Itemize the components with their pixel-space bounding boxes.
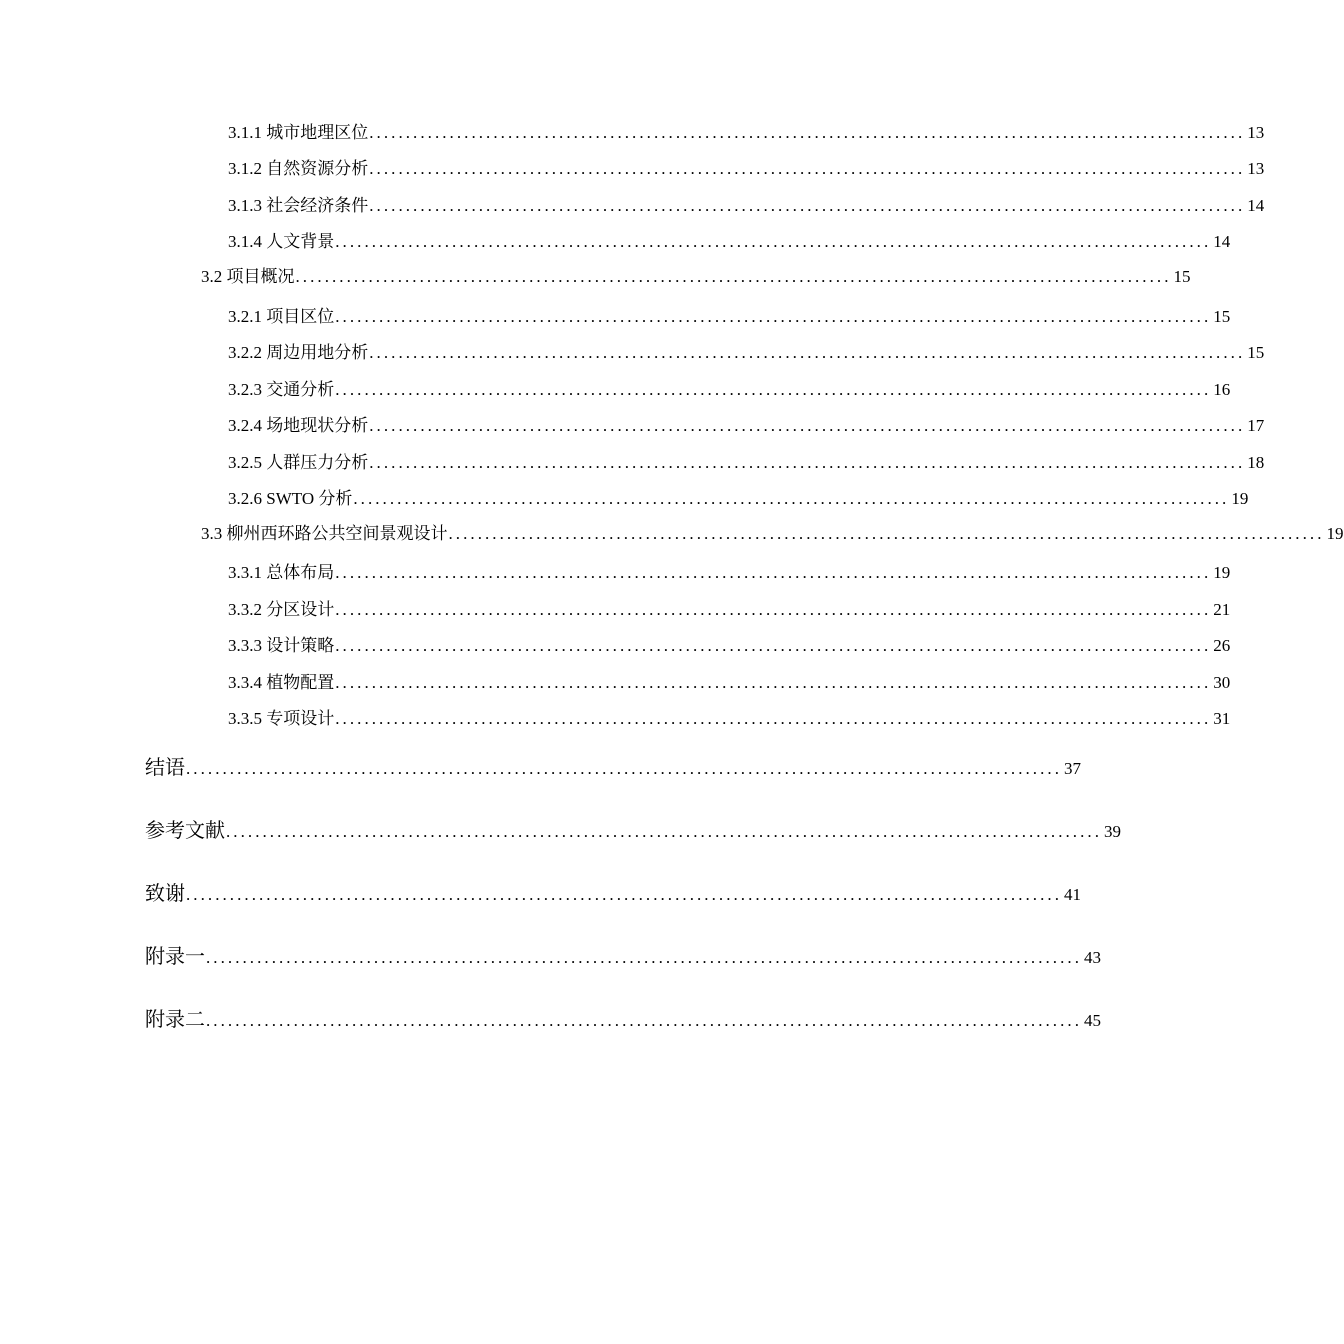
toc-entry-title: 3.3.3 设计策略 (228, 636, 335, 655)
toc-entry-title: 3.2.6 SWTO 分析 (228, 489, 353, 508)
toc-page-number: 45 (1084, 1011, 1101, 1030)
toc-leader-dots: ........................................................................................................................ (369, 416, 1246, 435)
toc-leader-dots: ........................................................................................................................ (206, 948, 1082, 967)
toc-page-number: 17 (1247, 416, 1265, 435)
toc-entry-3-3-5[interactable] (228, 704, 1231, 729)
toc-page-number: 21 (1213, 600, 1231, 619)
toc-leader-dots: ........................................................................................................................ (335, 709, 1212, 728)
toc-entry-title: 致谢 (145, 881, 185, 905)
toc-page-number: 15 (1213, 307, 1231, 326)
toc-page-number: 13 (1247, 159, 1265, 178)
toc-page-number: 14 (1213, 232, 1231, 251)
toc-entry-3-1-1[interactable] (228, 118, 1265, 143)
toc-page-number: 16 (1213, 380, 1231, 399)
toc-page-number: 19 (1231, 489, 1249, 508)
toc-entry-3-3-1[interactable] (228, 558, 1231, 583)
toc-entry-conclusion[interactable] (145, 751, 1081, 780)
toc-entry-title: 3.3.1 总体布局 (228, 563, 335, 582)
toc-entry-3-1-3[interactable] (228, 191, 1265, 216)
toc-page-number: 31 (1213, 709, 1231, 728)
toc-entry-title: 3.1.3 社会经济条件 (228, 196, 369, 215)
toc-page-number: 18 (1247, 453, 1265, 472)
toc-entry-3-2[interactable] (201, 262, 1191, 287)
toc-leader-dots: ........................................................................................................................ (369, 196, 1246, 215)
toc-leader-dots: ........................................................................................................................ (186, 759, 1062, 778)
toc-page-number: 19 (1213, 563, 1231, 582)
toc-entry-3-2-3[interactable] (228, 375, 1231, 400)
toc-entry-3-2-1[interactable] (228, 302, 1231, 327)
toc-entry-3-3-4[interactable] (228, 668, 1231, 693)
toc-entry-title: 3.2.3 交通分析 (228, 380, 335, 399)
toc-leader-dots: ........................................................................................................................ (369, 343, 1246, 362)
toc-leader-dots: ........................................................................................................................ (335, 600, 1212, 619)
toc-entry-title: 附录一 (145, 944, 205, 968)
toc-page-number: 37 (1064, 759, 1081, 778)
toc-page-number: 41 (1064, 885, 1081, 904)
toc-entry-3-3[interactable] (201, 519, 1344, 544)
toc-entry-3-3-3[interactable] (228, 631, 1231, 656)
toc-page-number: 39 (1104, 822, 1121, 841)
toc-entry-3-2-4[interactable] (228, 411, 1265, 436)
toc-leader-dots: ........................................................................................................................ (335, 307, 1212, 326)
toc-leader-dots: ........................................................................................................................ (335, 636, 1212, 655)
toc-leader-dots: ........................................................................................................................ (369, 453, 1246, 472)
toc-page-number: 13 (1247, 123, 1265, 142)
toc-leader-dots: ........................................................................................................................ (186, 885, 1062, 904)
toc-entry-title: 结语 (145, 755, 185, 779)
toc-page-number: 15 (1247, 343, 1265, 362)
toc-leader-dots: ........................................................................................................................ (448, 524, 1325, 543)
toc-entry-3-3-2[interactable] (228, 595, 1231, 620)
toc-leader-dots: ........................................................................................................................ (295, 267, 1172, 286)
toc-entry-3-1-4[interactable] (228, 227, 1231, 252)
toc-entry-title: 3.3.5 专项设计 (228, 709, 335, 728)
toc-entry-title: 3.2.5 人群压力分析 (228, 453, 369, 472)
toc-leader-dots: ........................................................................................................................ (335, 563, 1212, 582)
toc-leader-dots: ........................................................................................................................ (353, 489, 1230, 508)
toc-page-number: 26 (1213, 636, 1231, 655)
toc-entry-appendix-1[interactable] (145, 940, 1101, 969)
toc-entry-references[interactable] (145, 814, 1121, 843)
toc-entry-3-2-5[interactable] (228, 448, 1265, 473)
toc-entry-title: 3.1.1 城市地理区位 (228, 123, 369, 142)
toc-page-number: 30 (1213, 673, 1231, 692)
toc-page-number: 14 (1247, 196, 1265, 215)
toc-leader-dots: ........................................................................................................................ (206, 1011, 1082, 1030)
toc-entry-title: 3.2.2 周边用地分析 (228, 343, 369, 362)
toc-entry-title: 3.3.2 分区设计 (228, 600, 335, 619)
toc-entry-title: 3.3 柳州西环路公共空间景观设计 (201, 524, 448, 543)
toc-leader-dots: ........................................................................................................................ (335, 380, 1212, 399)
toc-leader-dots: ........................................................................................................................ (369, 123, 1246, 142)
toc-entry-appendix-2[interactable] (145, 1003, 1101, 1032)
toc-leader-dots: ........................................................................................................................ (335, 673, 1212, 692)
toc-entry-title: 3.2.4 场地现状分析 (228, 416, 369, 435)
toc-entry-title: 3.2.1 项目区位 (228, 307, 335, 326)
toc-entry-title: 3.3.4 植物配置 (228, 673, 335, 692)
toc-entry-3-1-2[interactable] (228, 154, 1265, 179)
toc-entry-title: 3.2 项目概况 (201, 267, 295, 286)
toc-entry-3-2-2[interactable] (228, 338, 1265, 363)
toc-entry-title: 3.1.2 自然资源分析 (228, 159, 369, 178)
toc-page-number: 19 (1326, 524, 1344, 543)
toc-entry-title: 参考文献 (145, 818, 225, 842)
toc-page-number: 43 (1084, 948, 1101, 967)
toc-entry-acknowledgements[interactable] (145, 877, 1081, 906)
toc-leader-dots: ........................................................................................................................ (335, 232, 1212, 251)
toc-leader-dots: ........................................................................................................................ (226, 822, 1102, 841)
toc-page-number: 15 (1173, 267, 1191, 286)
toc-leader-dots: ........................................................................................................................ (369, 159, 1246, 178)
toc-entry-title: 附录二 (145, 1007, 205, 1031)
toc-entry-3-2-6[interactable] (228, 484, 1249, 509)
toc-entry-title: 3.1.4 人文背景 (228, 232, 335, 251)
